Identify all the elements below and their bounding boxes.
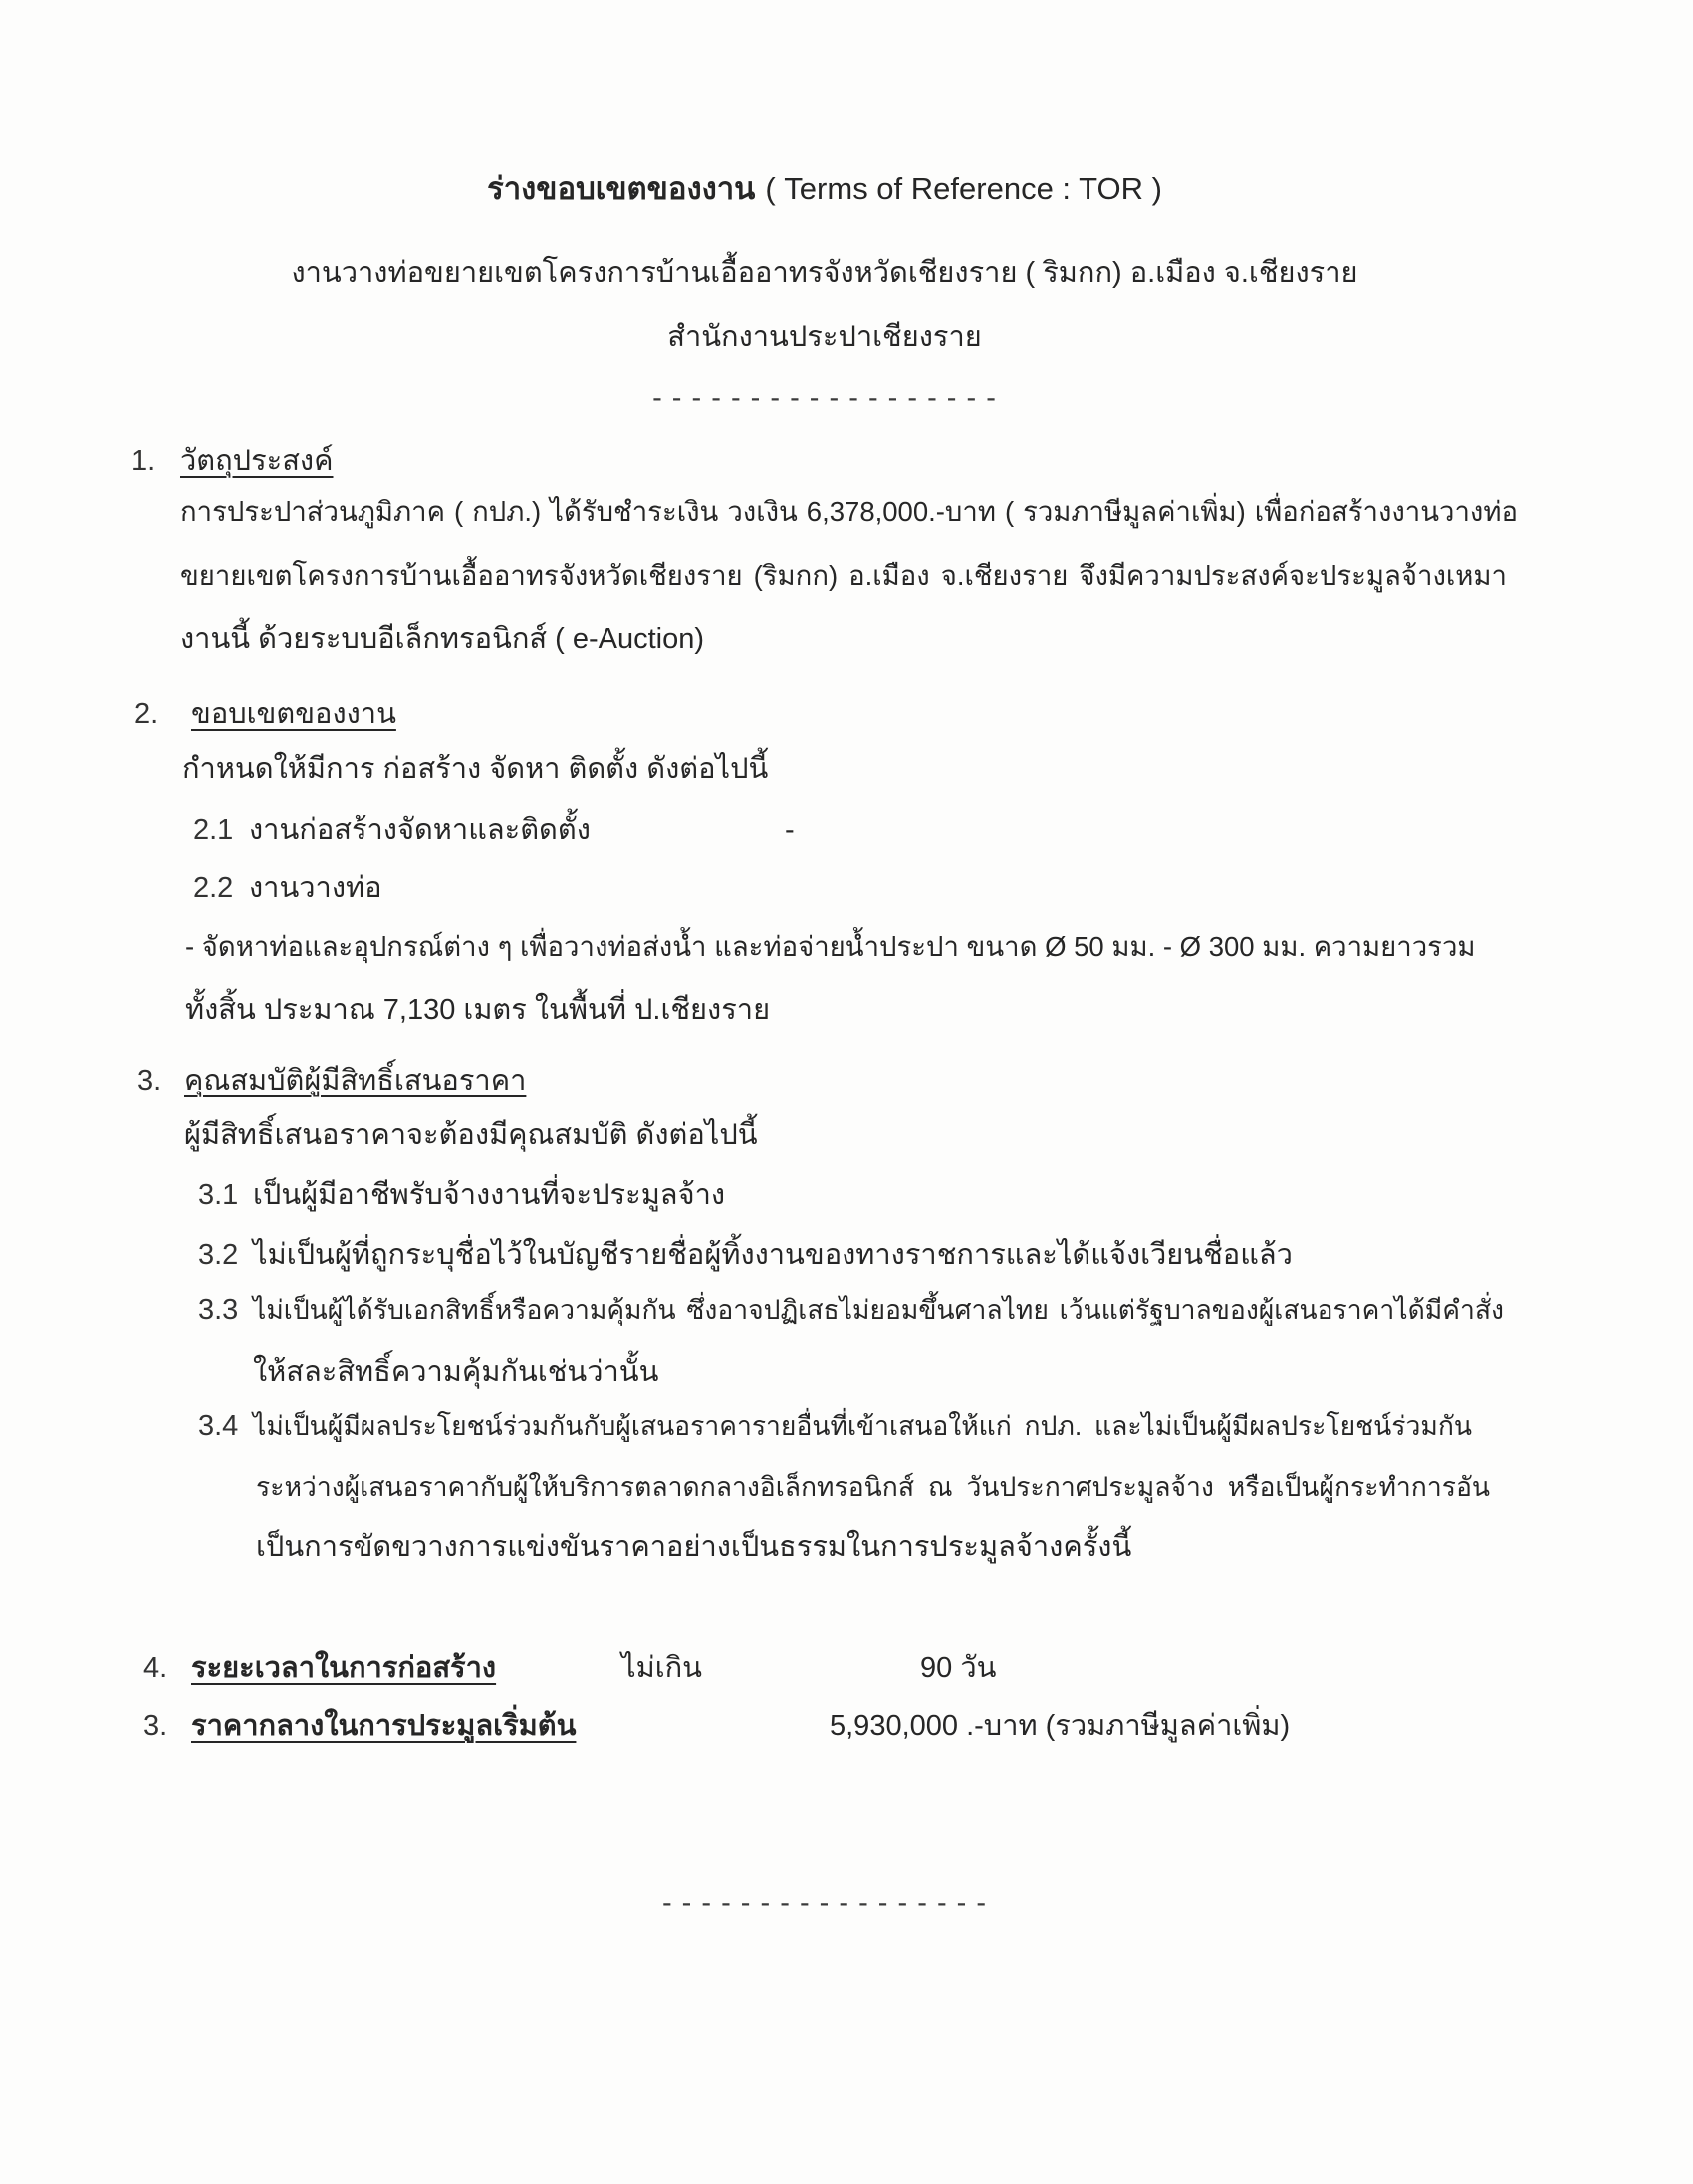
footer-divider: - - - - - - - - - - - - - - - - - [661,1887,988,1919]
item-2-1-mark: - [785,814,795,846]
item-2-1-text: งานก่อสร้างจัดหาและติดตั้ง [249,814,591,846]
section-2-number: 2. [134,698,159,730]
section-1-heading: วัตถุประสงค์ [180,445,334,477]
document-title [0,167,1649,211]
item-2-2-detail-line: ทั้งสิ้น ประมาณ 7,130 เมตร ในพื้นที่ ป.เชียงราย [185,994,771,1026]
item-3-4-line: ไม่เป็นผู้มีผลประโยชน์ร่วมกันกับผู้เสนอราคารายอื่นที่เข้าเสนอให้แก่ กปภ. และไม่เป็นผู้มีผลประโยชน์ร่วมกัน [253,1411,1472,1441]
office-name: สำนักงานประปาเชียงราย [667,321,982,353]
item-2-2-number: 2.2 [193,872,234,904]
section-3-number: 3. [137,1065,162,1096]
item-3-1-number: 3.1 [198,1179,239,1211]
section-1-number: 1. [131,445,156,477]
section-1-line: การประปาส่วนภูมิภาค ( กปภ.) ได้รับชำระเงิน วงเงิน 6,378,000.-บาท ( รวมภาษีมูลค่าเพิ่ม) เพื่อก่อสร้างงานวางท่อ [180,496,1518,527]
item-2-1-number: 2.1 [193,814,234,846]
header-divider: - - - - - - - - - - - - - - - - - - [652,382,997,414]
title-thai: ร่างขอบเขตของงาน [487,171,756,206]
reference-price-number: 3. [143,1710,168,1742]
item-3-3-line: ไม่เป็นผู้ได้รับเอกสิทธิ์หรือความคุ้มกัน ซึ่งอาจปฏิเสธไม่ยอมขึ้นศาลไทย เว้นแต่รัฐบาลของผู้เสนอราคาได้มีคำสั่ง [253,1295,1504,1325]
section-1-line: งานนี้ ด้วยระบบอีเล็กทรอนิกส์ ( e-Auction) [180,623,705,655]
section-1-line: ขยายเขตโครงการบ้านเอื้ออาทรจังหวัดเชียงราย (ริมกก) อ.เมือง จ.เชียงราย จึงมีความประสงค์จะประมูลจ้างเหมา [180,560,1507,591]
item-2-2-detail-line: - จัดหาท่อและอุปกรณ์ต่าง ๆ เพื่อวางท่อส่งน้ำ และท่อจ่ายน้ำประปา ขนาด Ø 50 มม. - Ø 300 มม. ความยาวรวม [185,931,1476,962]
item-3-2-line: ไม่เป็นผู้ที่ถูกระบุชื่อไว้ในบัญชีรายชื่อผู้ทิ้งงานของทางราชการและได้แจ้งเวียนชื่อแล้ว [253,1239,1293,1271]
item-3-1-line: เป็นผู้มีอาชีพรับจ้างงานที่จะประมูลจ้าง [253,1179,726,1211]
item-2-2-text: งานวางท่อ [249,872,382,904]
section-3-heading: คุณสมบัติผู้มีสิทธิ์เสนอราคา [184,1065,527,1096]
section-4-number: 4. [143,1652,168,1684]
section-4-heading: ระยะเวลาในการก่อสร้าง [191,1652,497,1684]
project-name: งานวางท่อขยายเขตโครงการบ้านเอื้ออาทรจังหวัดเชียงราย ( ริมกก) อ.เมือง จ.เชียงราย [291,257,1358,289]
section-2-heading: ขอบเขตของงาน [191,698,396,730]
item-3-2-number: 3.2 [198,1239,239,1271]
section-3-intro: ผู้มีสิทธิ์เสนอราคาจะต้องมีคุณสมบัติ ดังต่อไปนี้ [184,1119,758,1151]
item-3-3-line: ให้สละสิทธิ์ความคุ้มกันเช่นว่านั้น [253,1356,659,1388]
item-3-4-line: เป็นการขัดขวางการแข่งขันราคาอย่างเป็นธรรมในการประมูลจ้างครั้งนี้ [256,1531,1132,1563]
item-3-3-number: 3.3 [198,1294,239,1326]
item-3-4-number: 3.4 [198,1410,239,1442]
duration-value: 90 วัน [920,1652,997,1684]
title-english: ( Terms of Reference : TOR ) [765,171,1162,206]
duration-qualifier: ไม่เกิน [621,1652,702,1684]
reference-price-heading: ราคากลางในการประมูลเริ่มต้น [191,1710,577,1742]
section-2-intro: กำหนดให้มีการ ก่อสร้าง จัดหา ติดตั้ง ดังต่อไปนี้ [182,753,769,785]
reference-price-value: 5,930,000 .-บาท (รวมภาษีมูลค่าเพิ่ม) [830,1710,1291,1742]
item-3-4-line: ระหว่างผู้เสนอราคากับผู้ให้บริการตลาดกลางอิเล็กทรอนิกส์ ณ วันประกาศประมูลจ้าง หรือเป็นผู้กระทำการอัน [256,1472,1490,1502]
